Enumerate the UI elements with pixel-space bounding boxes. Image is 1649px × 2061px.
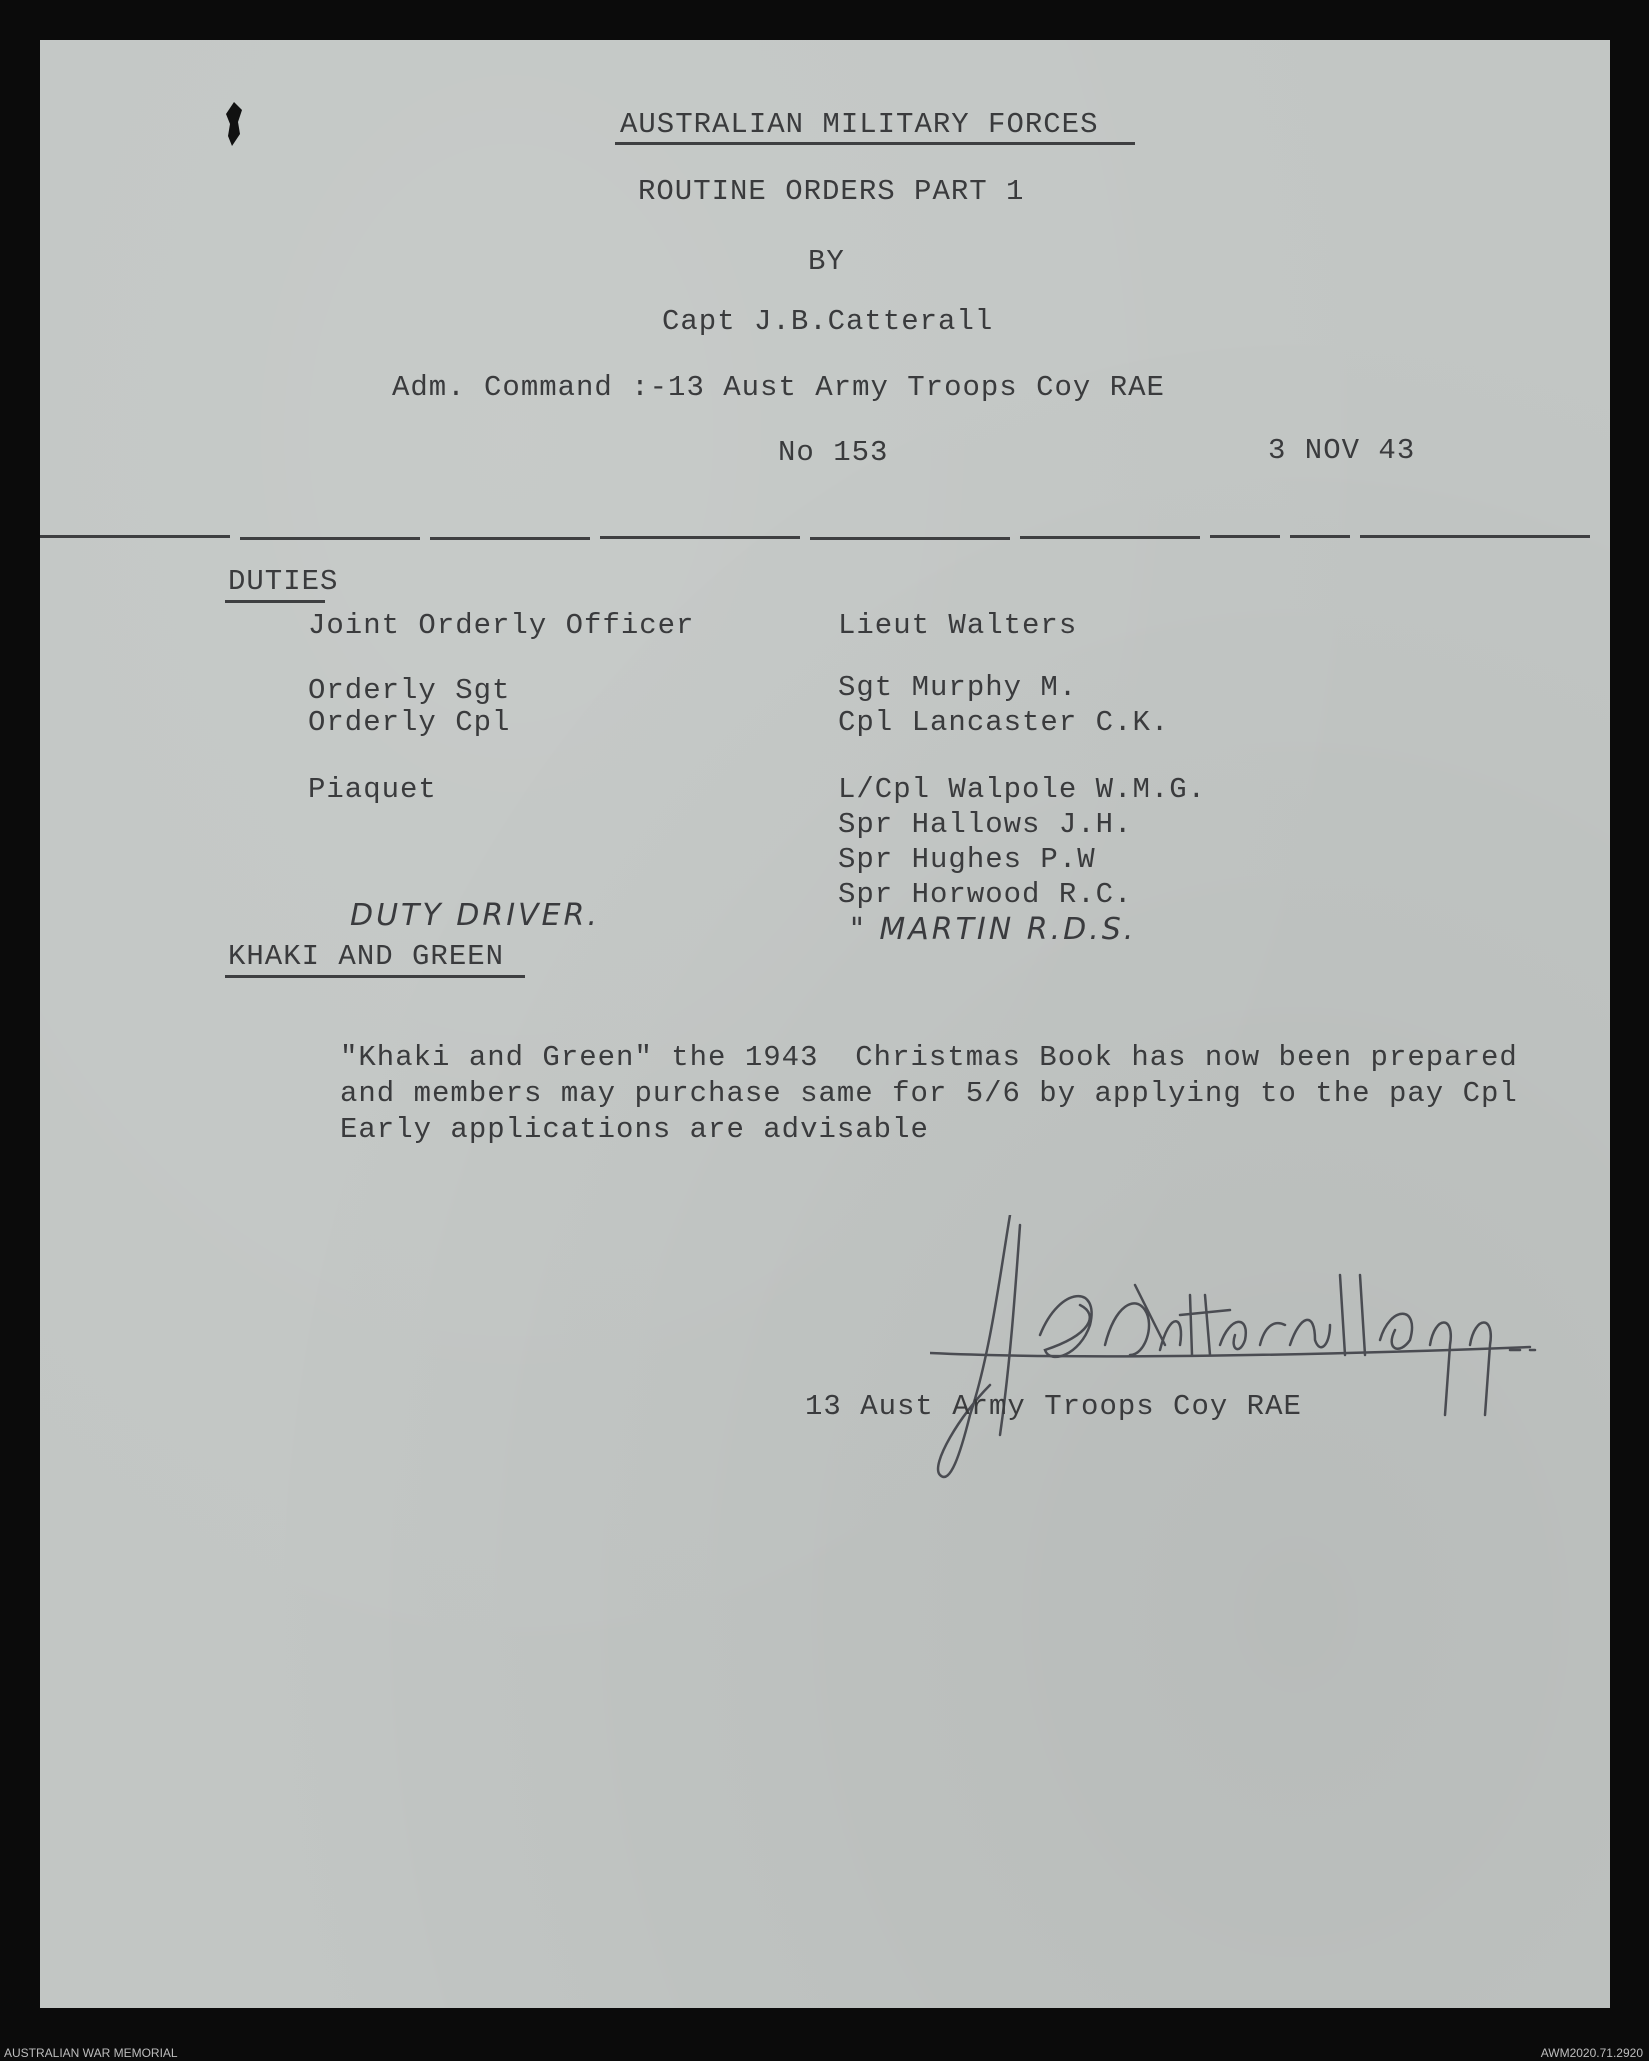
footer-accession: AWM2020.71.2920	[1540, 2046, 1643, 2060]
order-number: No 153	[778, 436, 889, 469]
punch-hole-icon	[220, 100, 250, 150]
duty-role: Orderly Cpl	[308, 706, 511, 739]
khaki-underline	[225, 975, 525, 978]
duty-name: Sgt Murphy M.	[838, 671, 1078, 704]
duty-role: Joint Orderly Officer	[308, 609, 695, 642]
orders-heading: ROUTINE ORDERS PART 1	[638, 175, 1025, 208]
duty-role: Piaquet	[308, 773, 437, 806]
duty-name: Cpl Lancaster C.K.	[838, 706, 1170, 739]
duty-name: Lieut Walters	[838, 609, 1078, 642]
duties-underline	[225, 600, 325, 603]
by-label: BY	[808, 245, 845, 278]
piquet-member: Spr Hughes P.W	[838, 843, 1096, 876]
officer-name: Capt J.B.Catterall	[662, 305, 994, 338]
forces-underline	[615, 142, 1135, 145]
footer-source: AUSTRALIAN WAR MEMORIAL	[4, 2046, 178, 2060]
piquet-member: Spr Horwood R.C.	[838, 878, 1133, 911]
duty-role: Orderly Sgt	[308, 674, 511, 707]
duty-name: L/Cpl Walpole W.M.G.	[838, 773, 1207, 806]
signature-unit: 13 Aust Army Troops Coy RAE	[805, 1390, 1302, 1423]
duty-driver-label: DUTY DRIVER.	[350, 898, 600, 933]
duty-driver-name: " MARTIN R.D.S.	[850, 912, 1137, 947]
command-line: Adm. Command :-13 Aust Army Troops Coy RAE	[392, 371, 1165, 404]
document-page	[40, 40, 1610, 2008]
khaki-notice: "Khaki and Green" the 1943 Christmas Book has now been prepared and members may purchase same for 5/6 by applying to the pay Cpl Early applications are advisable	[340, 1041, 1518, 1146]
order-date: 3 NOV 43	[1268, 434, 1416, 467]
signature-image	[930, 1215, 1610, 1495]
duties-heading: DUTIES	[228, 565, 339, 598]
piquet-member: Spr Hallows J.H.	[838, 808, 1133, 841]
forces-heading: AUSTRALIAN MILITARY FORCES	[620, 108, 1099, 141]
khaki-heading: KHAKI AND GREEN	[228, 940, 505, 973]
